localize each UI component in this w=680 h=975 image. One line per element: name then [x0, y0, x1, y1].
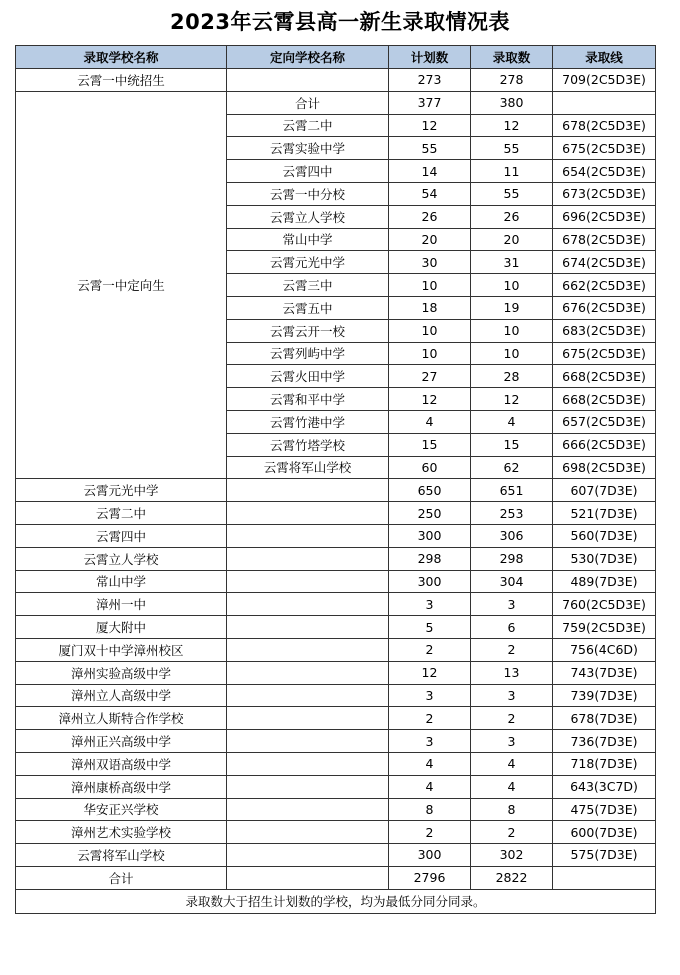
header-row [16, 46, 656, 69]
admit-cell: 3 [471, 684, 553, 707]
page-title: 2023年云霄县高一新生录取情况表 [170, 10, 510, 34]
admit-cell: 12 [471, 388, 553, 411]
total-row [16, 866, 656, 889]
cutoff-cell: 666(2C5D3E) [553, 433, 656, 456]
plan-cell: 377 [389, 91, 471, 114]
cutoff-cell: 643(3C7D) [553, 775, 656, 798]
total-label: 合计 [16, 866, 227, 889]
school-cell: 云霄元光中学 [16, 479, 227, 502]
school-cell: 云霄立人学校 [16, 547, 227, 570]
target-cell [227, 866, 389, 889]
note-row [16, 889, 656, 913]
plan-cell: 4 [389, 752, 471, 775]
school-cell: 云霄将军山学校 [16, 844, 227, 867]
cutoff-cell: 676(2C5D3E) [553, 296, 656, 319]
table-row [16, 707, 656, 730]
admit-cell: 4 [471, 752, 553, 775]
plan-cell: 10 [389, 342, 471, 365]
plan-cell: 3 [389, 593, 471, 616]
admit-cell: 2 [471, 638, 553, 661]
admit-cell: 3 [471, 730, 553, 753]
school-cell: 漳州双语高级中学 [16, 752, 227, 775]
table-row [16, 661, 656, 684]
admit-cell: 12 [471, 114, 553, 137]
cutoff-cell: 678(7D3E) [553, 707, 656, 730]
plan-cell: 2 [389, 821, 471, 844]
table-row [16, 570, 656, 593]
admit-cell: 6 [471, 616, 553, 639]
header-plan: 计划数 [389, 46, 471, 69]
plan-cell: 298 [389, 547, 471, 570]
target-cell [227, 69, 389, 92]
target-cell: 常山中学 [227, 228, 389, 251]
cutoff-cell: 668(2C5D3E) [553, 388, 656, 411]
table-row [16, 752, 656, 775]
table-row [16, 479, 656, 502]
table-row [16, 69, 656, 92]
plan-cell: 2 [389, 707, 471, 730]
school-cell: 漳州立人斯特合作学校 [16, 707, 227, 730]
header-target-school: 定向学校名称 [227, 46, 389, 69]
admit-cell: 13 [471, 661, 553, 684]
plan-cell: 5 [389, 616, 471, 639]
admit-cell: 278 [471, 69, 553, 92]
cutoff-cell: 759(2C5D3E) [553, 616, 656, 639]
table-row [16, 593, 656, 616]
plan-cell: 54 [389, 182, 471, 205]
admit-cell: 10 [471, 319, 553, 342]
plan-cell: 650 [389, 479, 471, 502]
admit-cell: 31 [471, 251, 553, 274]
header-admitted: 录取数 [471, 46, 553, 69]
school-cell: 漳州正兴高级中学 [16, 730, 227, 753]
admission-table [15, 45, 656, 914]
target-cell [227, 707, 389, 730]
school-cell: 常山中学 [16, 570, 227, 593]
admit-cell: 380 [471, 91, 553, 114]
target-cell: 云霄实验中学 [227, 137, 389, 160]
admit-cell: 8 [471, 798, 553, 821]
target-cell: 云霄四中 [227, 160, 389, 183]
plan-cell: 8 [389, 798, 471, 821]
admit-cell: 304 [471, 570, 553, 593]
school-cell: 漳州康桥高级中学 [16, 775, 227, 798]
table-row [16, 638, 656, 661]
target-cell [227, 821, 389, 844]
table-row [16, 798, 656, 821]
admit-cell: 4 [471, 775, 553, 798]
plan-cell: 3 [389, 684, 471, 707]
cutoff-cell [553, 866, 656, 889]
cutoff-cell: 709(2C5D3E) [553, 69, 656, 92]
school-cell: 漳州立人高级中学 [16, 684, 227, 707]
plan-cell: 12 [389, 114, 471, 137]
school-cell: 厦门双十中学漳州校区 [16, 638, 227, 661]
table-row [16, 502, 656, 525]
cutoff-cell: 678(2C5D3E) [553, 228, 656, 251]
target-cell: 云霄竹塔学校 [227, 433, 389, 456]
plan-cell: 12 [389, 661, 471, 684]
admit-cell: 306 [471, 524, 553, 547]
cutoff-cell: 475(7D3E) [553, 798, 656, 821]
admit-cell: 20 [471, 228, 553, 251]
table-row [16, 91, 656, 114]
target-cell: 云霄将军山学校 [227, 456, 389, 479]
target-cell [227, 593, 389, 616]
cutoff-cell: 662(2C5D3E) [553, 274, 656, 297]
plan-cell: 250 [389, 502, 471, 525]
plan-cell: 12 [389, 388, 471, 411]
plan-cell: 273 [389, 69, 471, 92]
target-cell [227, 479, 389, 502]
target-cell: 云霄火田中学 [227, 365, 389, 388]
total-plan: 2796 [389, 866, 471, 889]
target-cell [227, 752, 389, 775]
plan-cell: 55 [389, 137, 471, 160]
cutoff-cell: 736(7D3E) [553, 730, 656, 753]
table-row [16, 524, 656, 547]
admit-cell: 298 [471, 547, 553, 570]
cutoff-cell: 560(7D3E) [553, 524, 656, 547]
admit-cell: 19 [471, 296, 553, 319]
target-cell [227, 547, 389, 570]
admit-cell: 651 [471, 479, 553, 502]
target-cell: 云霄一中分校 [227, 182, 389, 205]
target-cell: 合计 [227, 91, 389, 114]
admit-cell: 55 [471, 137, 553, 160]
target-cell: 云霄三中 [227, 274, 389, 297]
cutoff-cell: 674(2C5D3E) [553, 251, 656, 274]
header-cutoff: 录取线 [553, 46, 656, 69]
plan-cell: 4 [389, 775, 471, 798]
target-cell [227, 684, 389, 707]
table-row [16, 844, 656, 867]
target-cell: 云霄二中 [227, 114, 389, 137]
target-cell [227, 661, 389, 684]
school-cell: 漳州一中 [16, 593, 227, 616]
plan-cell: 10 [389, 319, 471, 342]
table-row [16, 547, 656, 570]
cutoff-cell: 683(2C5D3E) [553, 319, 656, 342]
cutoff-cell: 654(2C5D3E) [553, 160, 656, 183]
school-cell: 漳州实验高级中学 [16, 661, 227, 684]
target-cell: 云霄立人学校 [227, 205, 389, 228]
plan-cell: 4 [389, 410, 471, 433]
footnote: 录取数大于招生计划数的学校，均为最低分同分同录。 [16, 889, 656, 913]
cutoff-cell: 657(2C5D3E) [553, 410, 656, 433]
cutoff-cell: 489(7D3E) [553, 570, 656, 593]
target-cell [227, 616, 389, 639]
table-row [16, 730, 656, 753]
admit-cell: 253 [471, 502, 553, 525]
table-row [16, 821, 656, 844]
cutoff-cell: 668(2C5D3E) [553, 365, 656, 388]
plan-cell: 10 [389, 274, 471, 297]
plan-cell: 18 [389, 296, 471, 319]
target-cell [227, 844, 389, 867]
plan-cell: 14 [389, 160, 471, 183]
school-cell: 华安正兴学校 [16, 798, 227, 821]
target-cell: 云霄元光中学 [227, 251, 389, 274]
cutoff-cell: 673(2C5D3E) [553, 182, 656, 205]
admit-cell: 302 [471, 844, 553, 867]
school-cell: 云霄二中 [16, 502, 227, 525]
cutoff-cell: 678(2C5D3E) [553, 114, 656, 137]
target-cell [227, 524, 389, 547]
admit-cell: 2 [471, 821, 553, 844]
school-cell: 漳州艺术实验学校 [16, 821, 227, 844]
plan-cell: 27 [389, 365, 471, 388]
admit-cell: 10 [471, 274, 553, 297]
target-cell: 云霄和平中学 [227, 388, 389, 411]
cutoff-cell: 698(2C5D3E) [553, 456, 656, 479]
cutoff-cell: 575(7D3E) [553, 844, 656, 867]
school-cell: 云霄一中定向生 [16, 91, 227, 479]
cutoff-cell: 675(2C5D3E) [553, 342, 656, 365]
cutoff-cell: 743(7D3E) [553, 661, 656, 684]
target-cell: 云霄五中 [227, 296, 389, 319]
target-cell: 云霄列屿中学 [227, 342, 389, 365]
plan-cell: 3 [389, 730, 471, 753]
school-cell: 云霄四中 [16, 524, 227, 547]
table-row [16, 775, 656, 798]
plan-cell: 30 [389, 251, 471, 274]
cutoff-cell: 607(7D3E) [553, 479, 656, 502]
school-cell: 厦大附中 [16, 616, 227, 639]
cutoff-cell: 675(2C5D3E) [553, 137, 656, 160]
target-cell [227, 570, 389, 593]
plan-cell: 20 [389, 228, 471, 251]
plan-cell: 60 [389, 456, 471, 479]
target-cell [227, 502, 389, 525]
cutoff-cell: 756(4C6D) [553, 638, 656, 661]
target-cell [227, 775, 389, 798]
school-cell: 云霄一中统招生 [16, 69, 227, 92]
cutoff-cell: 530(7D3E) [553, 547, 656, 570]
admit-cell: 4 [471, 410, 553, 433]
admit-cell: 15 [471, 433, 553, 456]
cutoff-cell: 739(7D3E) [553, 684, 656, 707]
cutoff-cell: 521(7D3E) [553, 502, 656, 525]
target-cell [227, 730, 389, 753]
admit-cell: 10 [471, 342, 553, 365]
admit-cell: 26 [471, 205, 553, 228]
plan-cell: 300 [389, 524, 471, 547]
target-cell: 云霄竹港中学 [227, 410, 389, 433]
plan-cell: 15 [389, 433, 471, 456]
plan-cell: 300 [389, 570, 471, 593]
admit-cell: 28 [471, 365, 553, 388]
admit-cell: 2 [471, 707, 553, 730]
admit-cell: 62 [471, 456, 553, 479]
table-row [16, 684, 656, 707]
total-admit: 2822 [471, 866, 553, 889]
target-cell [227, 798, 389, 821]
plan-cell: 300 [389, 844, 471, 867]
plan-cell: 26 [389, 205, 471, 228]
cutoff-cell [553, 91, 656, 114]
cutoff-cell: 600(7D3E) [553, 821, 656, 844]
admit-cell: 55 [471, 182, 553, 205]
admit-cell: 11 [471, 160, 553, 183]
cutoff-cell: 760(2C5D3E) [553, 593, 656, 616]
target-cell: 云霄云开一校 [227, 319, 389, 342]
plan-cell: 2 [389, 638, 471, 661]
table-row [16, 616, 656, 639]
target-cell [227, 638, 389, 661]
header-school: 录取学校名称 [16, 46, 227, 69]
admit-cell: 3 [471, 593, 553, 616]
cutoff-cell: 696(2C5D3E) [553, 205, 656, 228]
cutoff-cell: 718(7D3E) [553, 752, 656, 775]
